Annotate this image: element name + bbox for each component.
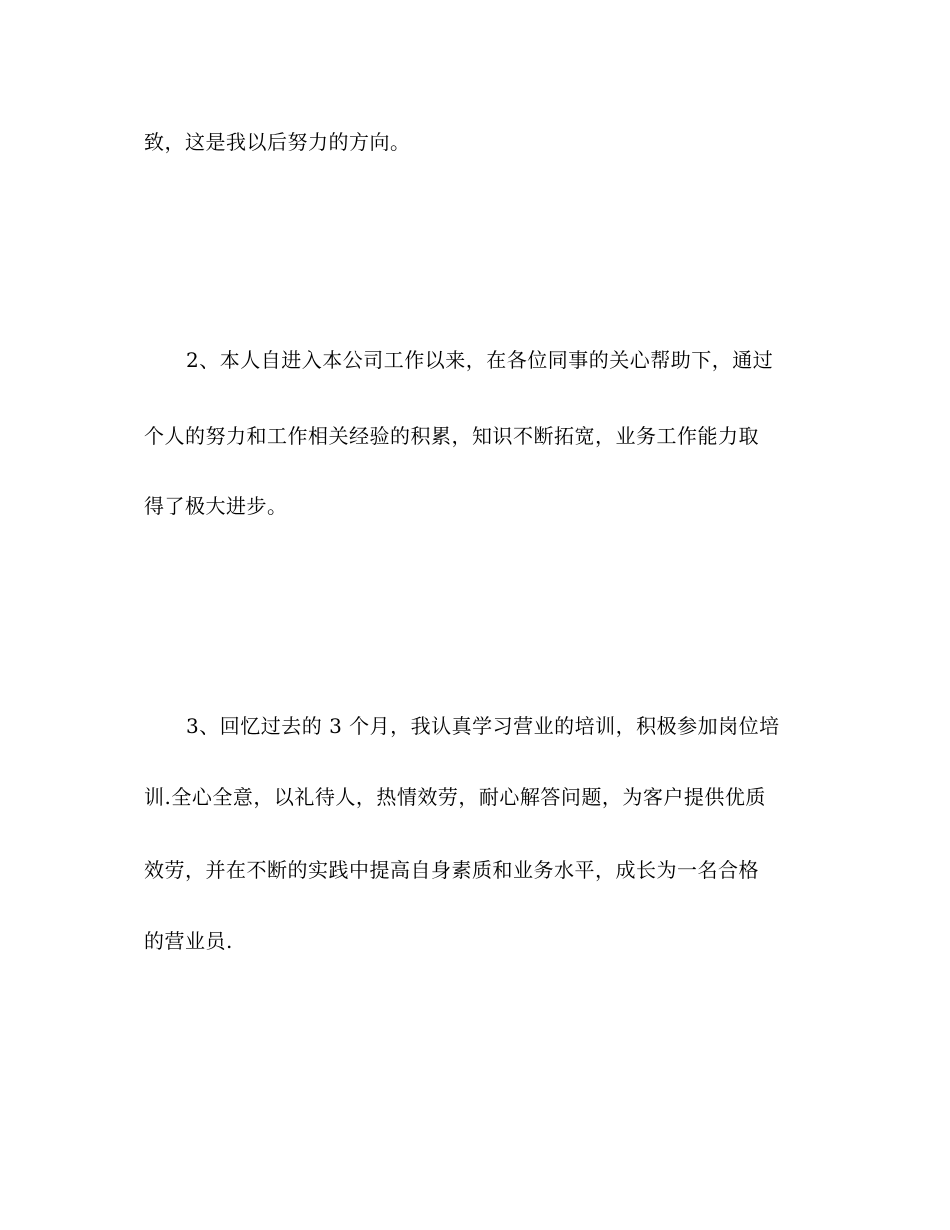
paragraph-3-line-2: 训.全心全意，以礼待人，热情效劳，耐心解答问题，为客户提供优质 (144, 785, 766, 809)
paragraph-3-line-4: 的营业员. (144, 929, 233, 953)
paragraph-1-line-1: 致，这是我以后努力的方向。 (144, 130, 411, 154)
paragraph-2-line-2: 个人的努力和工作相关经验的积累，知识不断拓宽，业务工作能力取 (144, 424, 759, 448)
paragraph-2-line-3: 得了极大进步。 (144, 494, 288, 518)
paragraph-3-line-3: 效劳，并在不断的实践中提高自身素质和业务水平，成长为一名合格 (144, 858, 759, 882)
paragraph-2-line-1: 2、本人自进入本公司工作以来，在各位同事的关心帮助下，通过 (186, 348, 774, 372)
paragraph-3-line-1: 3、回忆过去的 3 个月，我认真学习营业的培训，积极参加岗位培 (186, 714, 780, 738)
